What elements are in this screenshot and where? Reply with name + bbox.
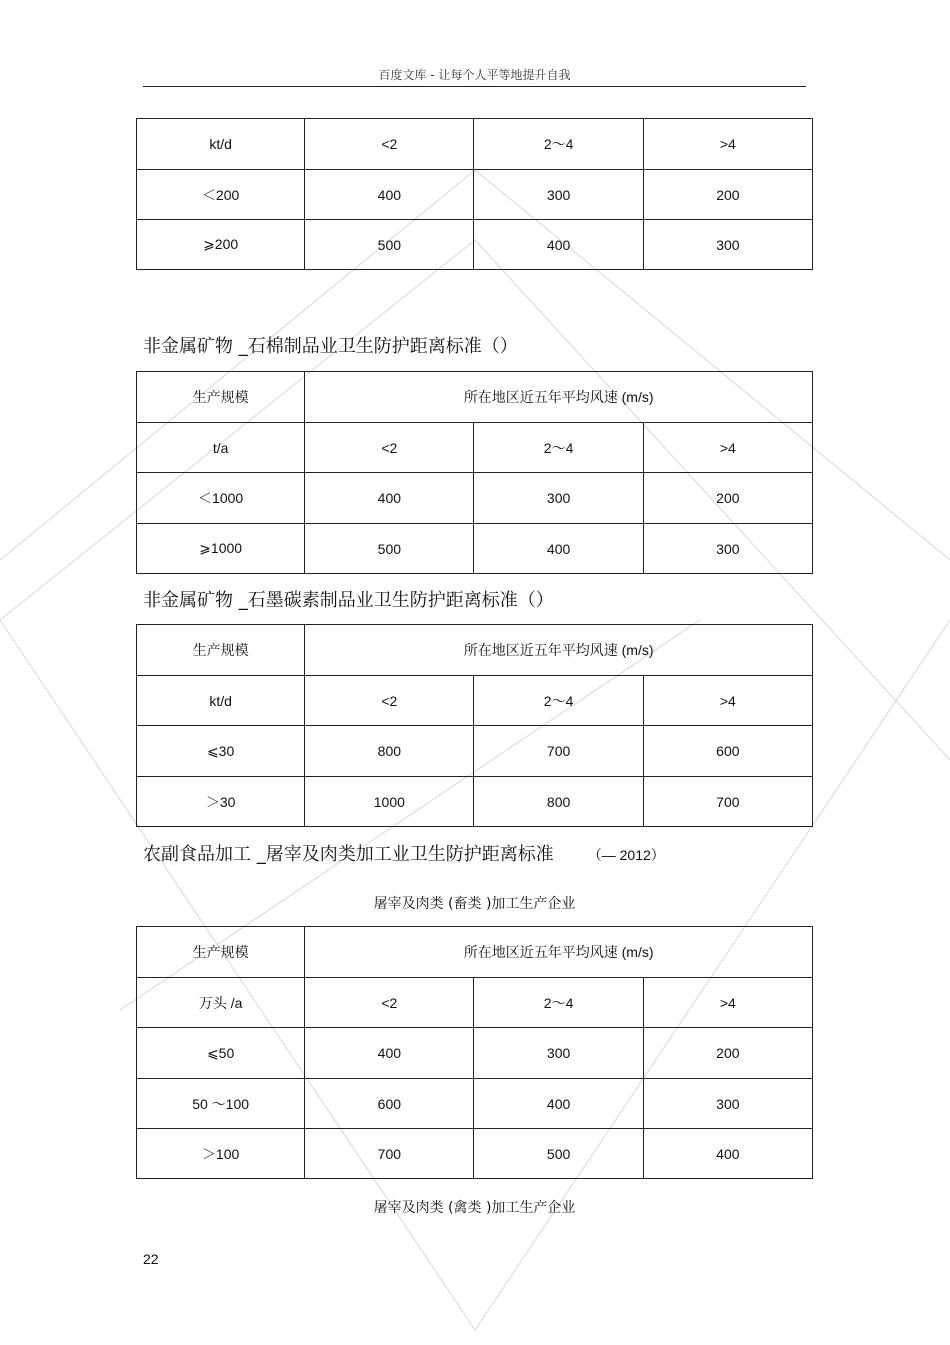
table-cell: 400 (305, 473, 474, 524)
table-cell: t/a (137, 423, 305, 473)
table-cell: 300 (643, 1079, 812, 1129)
table-cell: ＜1000 (137, 473, 305, 524)
table-cell: 2～4 (474, 978, 643, 1028)
table-cell: ⩾200 (137, 220, 305, 270)
table-cell: 400 (305, 1028, 474, 1079)
table-cell: kt/d (137, 676, 305, 726)
table-row (137, 676, 813, 726)
page-number: 22 (143, 1251, 159, 1267)
caption-poultry: 屠宰及肉类 (禽类 )加工生产企业 (373, 1200, 576, 1216)
table-cell: ＜200 (137, 170, 305, 220)
table-cell: 1000 (305, 777, 474, 827)
table-cell: 300 (643, 220, 812, 270)
table-row (137, 927, 813, 978)
table-row (137, 978, 813, 1028)
table-row (137, 423, 813, 473)
table-cell: 万头 /a (137, 978, 305, 1028)
table-cell: <2 (305, 119, 474, 170)
table-asbestos (136, 371, 813, 574)
table-cell: 200 (643, 473, 812, 524)
table-cell: 300 (474, 1028, 643, 1079)
table-cell: 500 (305, 524, 474, 574)
table-cell: >4 (643, 676, 812, 726)
table-cell: 400 (643, 1129, 812, 1179)
page-header: 百度文库 - 让每个人平等地提升自我 (378, 68, 571, 82)
table-row (137, 473, 813, 524)
table-cell: 200 (643, 1028, 812, 1079)
table-cell: 2～4 (474, 119, 643, 170)
table-row (137, 726, 813, 777)
table-cell: 400 (474, 1079, 643, 1129)
table-row (137, 220, 813, 270)
table-cell: 800 (474, 777, 643, 827)
table-continued (136, 118, 813, 270)
table-cell: 2～4 (474, 676, 643, 726)
table-graphite (136, 624, 813, 827)
header-rule (143, 86, 806, 87)
table-header-scale: 生产规模 (137, 372, 305, 423)
table-cell: 300 (474, 170, 643, 220)
table-cell: 400 (474, 220, 643, 270)
table-cell: 700 (474, 726, 643, 777)
table-cell: 700 (643, 777, 812, 827)
table-row (137, 1028, 813, 1079)
caption-livestock: 屠宰及肉类 (畜类 )加工生产企业 (373, 896, 576, 912)
table-cell: <2 (305, 676, 474, 726)
table-cell: <2 (305, 423, 474, 473)
table-cell: 600 (643, 726, 812, 777)
table-cell: 300 (643, 524, 812, 574)
table-header-wind: 所在地区近五年平均风速 (m/s) (305, 927, 813, 978)
table-header-scale: 生产规模 (137, 927, 305, 978)
table-row (137, 625, 813, 676)
table-row (137, 119, 813, 170)
section-title-text: 农副食品加工 _屠宰及肉类加工业卫生防护距离标准 (143, 844, 554, 865)
table-livestock (136, 926, 813, 1179)
table-cell: 2～4 (474, 423, 643, 473)
section-title-asbestos: 非金属矿物 _石棉制品业卫生防护距离标准（） (143, 336, 518, 357)
table-header-scale: 生产规模 (137, 625, 305, 676)
table-row (137, 1129, 813, 1179)
table-cell: 400 (474, 524, 643, 574)
table-cell: 500 (305, 220, 474, 270)
table-row (137, 524, 813, 574)
section-title-graphite: 非金属矿物 _石墨碳素制品业卫生防护距离标准（） (143, 590, 554, 611)
table-cell: ＞100 (137, 1129, 305, 1179)
table-cell: 50 ～100 (137, 1079, 305, 1129)
table-cell: kt/d (137, 119, 305, 170)
section-title-year: （— 2012） (587, 847, 665, 863)
table-row (137, 170, 813, 220)
table-cell: >4 (643, 978, 812, 1028)
table-cell: 500 (474, 1129, 643, 1179)
table-cell: 300 (474, 473, 643, 524)
table-cell: 200 (643, 170, 812, 220)
table-cell: >4 (643, 423, 812, 473)
table-cell: 400 (305, 170, 474, 220)
table-cell: ⩽30 (137, 726, 305, 777)
table-cell: 800 (305, 726, 474, 777)
table-cell: <2 (305, 978, 474, 1028)
section-title-slaughter (143, 840, 665, 866)
table-cell: ⩾1000 (137, 524, 305, 574)
table-cell: 600 (305, 1079, 474, 1129)
table-row (137, 777, 813, 827)
table-header-wind: 所在地区近五年平均风速 (m/s) (305, 372, 813, 423)
table-row (137, 1079, 813, 1129)
table-cell: ＞30 (137, 777, 305, 827)
table-cell: ⩽50 (137, 1028, 305, 1079)
table-cell: 700 (305, 1129, 474, 1179)
table-cell: >4 (643, 119, 812, 170)
table-row (137, 372, 813, 423)
table-header-wind: 所在地区近五年平均风速 (m/s) (305, 625, 813, 676)
